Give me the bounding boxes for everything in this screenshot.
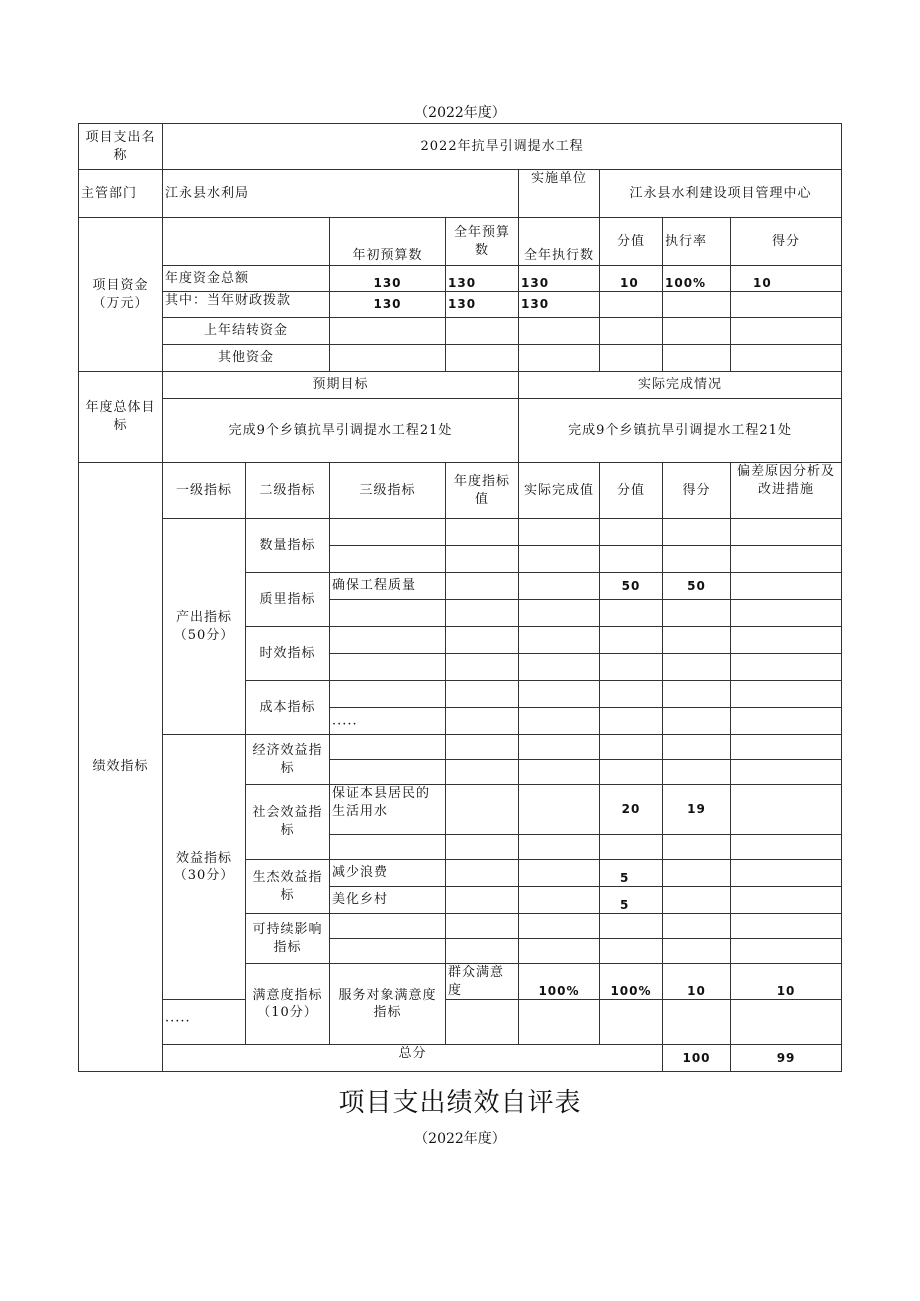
project-name-label: 项目支出名称 bbox=[79, 124, 163, 170]
funds-row-label: 其中：当年财政拨款 bbox=[163, 292, 330, 318]
service-satisfaction-indicator: 服务对象满意度指标 bbox=[330, 964, 446, 1045]
dept-label: 主管部门 bbox=[79, 170, 163, 218]
funds-row-label: 其他资金 bbox=[163, 345, 330, 372]
eco-item-1-score-value: 5 bbox=[600, 860, 663, 887]
funds-header-score: 得分 bbox=[731, 218, 842, 266]
sustain-indicator: 可持续影响指标 bbox=[246, 914, 330, 964]
funds-header-executed: 全年执行数 bbox=[519, 218, 600, 266]
funds-header-blank bbox=[163, 218, 330, 266]
funds-header-rate: 执行率 bbox=[663, 218, 731, 266]
perf-label: 绩效指标 bbox=[79, 463, 163, 1072]
goals-label: 年度总体目标 bbox=[79, 372, 163, 463]
perf-header-actual-value: 实际完成值 bbox=[519, 463, 600, 519]
eco-item-2: 美化乡村 bbox=[330, 887, 446, 914]
funds-row-score: 10 bbox=[731, 266, 842, 292]
social-benefit-indicator: 社会效益指标 bbox=[246, 785, 330, 860]
year-label-top: （2022年度） bbox=[414, 105, 506, 121]
timeliness-indicator: 时效指标 bbox=[246, 627, 330, 681]
satisfaction-score: 10 bbox=[731, 964, 842, 1000]
funds-row-score-value: 10 bbox=[600, 266, 663, 292]
satisfaction-item: 群众满意度 bbox=[446, 964, 519, 1000]
total-label: 总分 bbox=[163, 1045, 663, 1072]
quantity-indicator: 数量指标 bbox=[246, 519, 330, 573]
funds-row-label: 年度资金总额 bbox=[163, 266, 330, 292]
performance-self-evaluation-table bbox=[78, 123, 842, 1072]
funds-row-annual: 130 bbox=[446, 266, 519, 292]
funds-row-score-value bbox=[600, 292, 663, 318]
document-title: 项目支出绩效自评表 bbox=[338, 1088, 582, 1118]
project-name: 2022年抗旱引调提水工程 bbox=[163, 124, 842, 170]
perf-header-level1: 一级指标 bbox=[163, 463, 246, 519]
unit-value: 江永县水利建设项目管理中心 bbox=[600, 170, 842, 218]
funds-row-rate bbox=[663, 292, 731, 318]
quality-score: 50 bbox=[663, 573, 731, 600]
perf-header-level3: 三级指标 bbox=[330, 463, 446, 519]
funds-row-initial: 130 bbox=[330, 266, 446, 292]
satisfaction-annual-value: 100% bbox=[519, 964, 600, 1000]
goals-expected: 完成9个乡镇抗旱引调提水工程21处 bbox=[163, 399, 519, 463]
goals-actual-label: 实际完成情况 bbox=[519, 372, 842, 399]
quality-item: 确保工程质量 bbox=[330, 573, 446, 600]
satisfaction-actual-value: 100% bbox=[600, 964, 663, 1000]
satisfaction-indicator-label: 满意度指标（10分） bbox=[246, 964, 330, 1045]
perf-header-score: 得分 bbox=[663, 463, 731, 519]
funds-label: 项目资金（万元） bbox=[79, 218, 163, 372]
funds-row-executed: 130 bbox=[519, 292, 600, 318]
unit-label: 实施单位 bbox=[519, 170, 600, 218]
eco-item-2-score-value: 5 bbox=[600, 887, 663, 914]
benefit-indicator-label: 效益指标（30分） bbox=[163, 735, 246, 1000]
quality-score-value: 50 bbox=[600, 573, 663, 600]
eco-item-1: 减少浪费 bbox=[330, 860, 446, 887]
satisfaction-score-value: 10 bbox=[663, 964, 731, 1000]
perf-header-score-value: 分值 bbox=[600, 463, 663, 519]
quality-indicator: 质里指标 bbox=[246, 573, 330, 627]
economic-benefit-indicator: 经济效益指标 bbox=[246, 735, 330, 785]
funds-row-initial: 130 bbox=[330, 292, 446, 318]
funds-row-label: 上年结转资金 bbox=[163, 318, 330, 345]
perf-header-level2: 二级指标 bbox=[246, 463, 330, 519]
dept-value: 江永县水利局 bbox=[163, 170, 519, 218]
funds-row-rate: 100% bbox=[663, 266, 731, 292]
funds-header-initial: 年初预算数 bbox=[330, 218, 446, 266]
year-label-bottom: （2022年度） bbox=[414, 1131, 506, 1147]
cost-indicator: 成本指标 bbox=[246, 681, 330, 735]
social-score-value: 20 bbox=[600, 785, 663, 835]
funds-row-score bbox=[731, 292, 842, 318]
perf-header-annual-value: 年度指标值 bbox=[446, 463, 519, 519]
total-score: 99 bbox=[731, 1045, 842, 1072]
satisfaction-item-ellipsis: ····· bbox=[163, 1000, 246, 1045]
social-item: 保证本县居民的生活用水 bbox=[330, 785, 446, 835]
goals-expected-label: 预期目标 bbox=[163, 372, 519, 399]
funds-header-annual: 全年预算数 bbox=[446, 218, 519, 266]
goals-actual: 完成9个乡镇抗旱引调提水工程21处 bbox=[519, 399, 842, 463]
social-score: 19 bbox=[663, 785, 731, 835]
cost-item-ellipsis: ····· bbox=[330, 708, 446, 735]
funds-header-score-value: 分值 bbox=[600, 218, 663, 266]
eco-benefit-indicator: 生杰效益指标 bbox=[246, 860, 330, 914]
funds-row-annual: 130 bbox=[446, 292, 519, 318]
perf-header-deviation: 偏差原因分析及改进措施 bbox=[731, 463, 842, 519]
total-score-value: 100 bbox=[663, 1045, 731, 1072]
funds-row-executed: 130 bbox=[519, 266, 600, 292]
output-indicator-label: 产出指标（50分） bbox=[163, 519, 246, 735]
